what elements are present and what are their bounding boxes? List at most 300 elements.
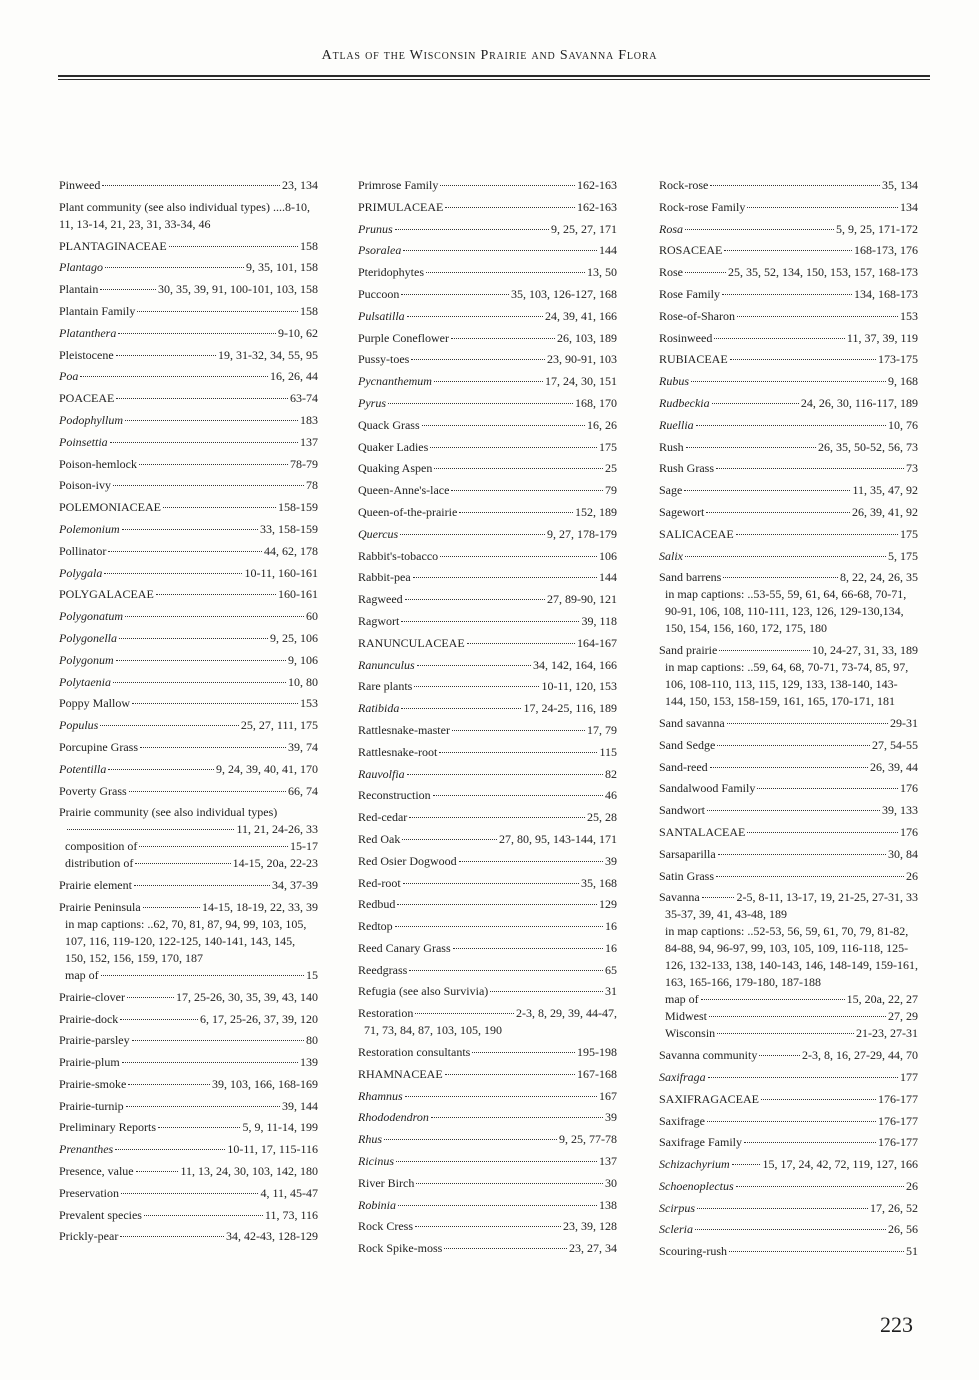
entry-term: Polemonium — [59, 521, 120, 536]
entry-term: Ragweed — [358, 592, 403, 607]
entry-line — [358, 591, 617, 608]
entry-pages: 106 — [599, 548, 617, 563]
leader-dots — [158, 1125, 240, 1128]
index-entry — [358, 548, 617, 565]
leader-dots — [440, 554, 597, 557]
entry-pages: 29-31 — [890, 715, 918, 730]
entry-line — [59, 565, 318, 582]
index-entry — [358, 1175, 617, 1192]
leader-dots — [445, 1072, 575, 1075]
leader-dots — [445, 205, 575, 208]
leader-dots — [407, 772, 603, 775]
entry-pages: 16, 26 — [587, 417, 617, 432]
entry-term: Ratibida — [358, 701, 400, 716]
entry-pages: 176 — [900, 781, 918, 796]
entry-line — [59, 899, 318, 916]
entry-term: Pteridophytes — [358, 265, 424, 280]
leader-dots — [388, 401, 573, 404]
leader-dots — [467, 641, 575, 644]
entry-pages: 4, 11, 45-47 — [260, 1185, 318, 1200]
entry-text: in map captions: ..52-53, 56, 59, 61, 70, 79, 81-82, 84-88, 94, 96-97, 99, 103, 105, 109, 116-118, 125-126, 132-133, 138, 140-143, 146, 148-149, 159-161, 163, 165-166, 179-180, 187-188 — [665, 924, 918, 990]
entry-pages: 33, 158-159 — [260, 521, 318, 536]
leader-dots — [710, 183, 880, 186]
leader-dots — [113, 680, 286, 683]
index-entry — [659, 1069, 918, 1086]
entry-text: 71, 73, 84, 87, 103, 105, 190 — [364, 1023, 502, 1038]
leader-dots — [136, 1169, 179, 1172]
leader-dots — [459, 859, 603, 862]
entry-line — [59, 761, 318, 778]
entry-line — [659, 242, 918, 259]
entry-term: Psoralea — [358, 243, 402, 258]
entry-pages: 21-23, 27-31 — [856, 1026, 918, 1041]
entry-line — [59, 1141, 318, 1158]
leader-dots — [401, 706, 521, 709]
entry-pages: 14-15, 20a, 22-23 — [232, 856, 318, 871]
entry-pages: 144 — [599, 243, 617, 258]
index-entry — [659, 868, 918, 885]
entry-pages: 17, 24-25, 116, 189 — [523, 701, 617, 716]
index-entry — [59, 177, 318, 194]
entry-line — [358, 657, 617, 674]
leader-dots — [115, 1147, 225, 1150]
leader-dots — [119, 636, 268, 639]
index-entry — [659, 759, 918, 776]
entry-line — [358, 678, 617, 695]
entry-line — [358, 831, 617, 848]
entry-line — [358, 918, 617, 935]
header-rule-thick — [58, 75, 930, 77]
entry-term: Reed Canary Grass — [358, 940, 451, 955]
index-entry — [358, 962, 617, 979]
leader-dots — [709, 1014, 886, 1017]
leader-dots — [108, 549, 262, 552]
entry-term: Pyrus — [358, 395, 386, 410]
entry-line — [358, 766, 617, 783]
entry-line — [59, 1185, 318, 1202]
index-entry — [358, 395, 617, 412]
index-entry — [358, 787, 617, 804]
index-entry — [358, 722, 617, 739]
entry-term: Refugia (see also Survivia) — [358, 984, 489, 999]
entry-line — [59, 989, 318, 1006]
leader-dots — [403, 881, 579, 884]
entry-line — [659, 569, 918, 586]
entry-term: Schizachyrium — [659, 1157, 730, 1172]
entry-term: Red Osier Dogwood — [358, 853, 457, 868]
entry-term: POLEMONIACEAE — [59, 500, 161, 515]
leader-dots — [685, 554, 886, 557]
leader-dots — [102, 183, 280, 186]
entry-pages: 26 — [906, 868, 918, 883]
entry-term: Pollinator — [59, 543, 107, 558]
entry-text: in map captions: ..59, 64, 68, 70-71, 73-74, 85, 97, 106, 108-110, 113, 115, 129, 133, 138-140, 143-144, 150, 153, 158-159, 161, 165, 170-171, 181 — [665, 660, 909, 709]
entry-pages: 2-3, 8, 29, 39, 44-47, — [516, 1006, 617, 1021]
entry-line — [659, 482, 918, 499]
entry-term: Poppy Mallow — [59, 696, 131, 711]
entry-pages: 137 — [300, 434, 318, 449]
entry-line — [59, 347, 318, 364]
entry-line — [358, 1109, 617, 1126]
entry-pages: 26 — [906, 1178, 918, 1193]
leader-dots — [685, 270, 726, 273]
index-entry — [59, 368, 318, 385]
entry-term: Rattlesnake-master — [358, 722, 450, 737]
entry-pages: 17, 79 — [587, 722, 617, 737]
entry-line — [358, 330, 617, 347]
entry-term: Rattlesnake-root — [358, 744, 438, 759]
leader-dots — [120, 1017, 198, 1020]
index-entry — [659, 242, 918, 259]
entry-term: Reedgrass — [358, 962, 408, 977]
index-entry — [59, 499, 318, 516]
leader-dots — [761, 1097, 876, 1100]
leader-dots — [397, 902, 597, 905]
entry-line — [659, 548, 918, 565]
entry-pages: 17, 24, 30, 151 — [545, 374, 617, 389]
index-entry — [358, 809, 617, 826]
entry-term: Purple Coneflower — [358, 330, 449, 345]
index-entry — [659, 373, 918, 390]
index-entry — [659, 351, 918, 368]
entry-pages: 34, 142, 164, 166 — [533, 657, 617, 672]
entry-term: Sarsaparilla — [659, 846, 716, 861]
entry-pages: 137 — [599, 1154, 617, 1169]
leader-dots — [729, 1249, 904, 1252]
entry-pages: 139 — [300, 1055, 318, 1070]
entry-term: Rock Spike-moss — [358, 1241, 443, 1256]
entry-pages: 35, 168 — [581, 875, 617, 890]
leader-dots — [433, 793, 603, 796]
entry-text: 35-37, 39, 41, 43-48, 189 — [665, 907, 787, 922]
entry-term: Pulsatilla — [358, 308, 405, 323]
index-entry — [659, 1243, 918, 1260]
leader-dots — [696, 423, 886, 426]
index-entry — [59, 1207, 318, 1224]
entry-term: Sand barrens — [659, 570, 722, 585]
entry-line — [59, 1207, 318, 1224]
index-entry — [59, 739, 318, 756]
index-entry — [659, 1134, 918, 1151]
index-entry — [659, 715, 918, 732]
entry-line — [659, 504, 918, 521]
index-entry — [358, 1066, 617, 1083]
entry-line — [59, 1032, 318, 1049]
leader-dots — [716, 874, 904, 877]
entry-term: PRIMULACEAE — [358, 199, 444, 214]
entry-line — [59, 390, 318, 407]
leader-dots — [737, 314, 898, 317]
entry-line — [659, 308, 918, 325]
leader-dots — [730, 357, 876, 360]
entry-line — [59, 303, 318, 320]
entry-subline — [59, 967, 318, 984]
entry-pages: 23, 90-91, 103 — [547, 352, 617, 367]
entry-term: Red-cedar — [358, 810, 408, 825]
entry-term: Polygonella — [59, 630, 117, 645]
entry-pages: 11, 13, 24, 30, 103, 142, 180 — [180, 1164, 318, 1179]
entry-text: Prairie community (see also individual types) — [59, 805, 278, 820]
index-entry — [358, 700, 617, 717]
entry-pages: 15, 20a, 22, 27 — [846, 992, 918, 1007]
entry-term: Salix — [659, 548, 683, 563]
entry-term: Rabbit-pea — [358, 570, 411, 585]
index-column-3 — [659, 177, 918, 1265]
leader-dots — [104, 571, 242, 574]
leader-dots — [451, 336, 555, 339]
entry-term: Polygala — [59, 565, 103, 580]
leader-dots — [724, 248, 852, 251]
index-entry — [659, 286, 918, 303]
entry-line — [358, 1005, 617, 1022]
entry-pages: 27, 89-90, 121 — [547, 592, 617, 607]
leader-dots — [414, 684, 539, 687]
entry-term: Rhamnus — [358, 1088, 403, 1103]
entry-pages: 25, 35, 52, 134, 150, 153, 157, 168-173 — [728, 265, 918, 280]
leader-dots — [139, 844, 288, 847]
entry-term: Podophyllum — [59, 412, 123, 427]
leader-dots — [426, 270, 585, 273]
entry-pages: 10, 80 — [288, 674, 318, 689]
index-entry — [59, 674, 318, 691]
entry-line — [358, 460, 617, 477]
entry-line — [358, 395, 617, 412]
entry-pages: 39, 118 — [581, 613, 617, 628]
entry-subline — [659, 1008, 918, 1025]
entry-pages: 9, 25, 106 — [270, 630, 318, 645]
entry-pages: 39, 144 — [282, 1098, 318, 1113]
entry-line — [358, 439, 617, 456]
entry-term: Populus — [59, 718, 99, 733]
entry-pages: 80 — [306, 1033, 318, 1048]
entry-pages: 17, 26, 52 — [870, 1200, 918, 1215]
entry-line — [358, 1131, 617, 1148]
entry-pages: 39 — [605, 853, 617, 868]
entry-pages: 78-79 — [290, 456, 318, 471]
index-entry — [59, 761, 318, 778]
entry-pages: 10, 24-27, 31, 33, 189 — [812, 643, 918, 658]
index-entry — [358, 831, 617, 848]
entry-term: Preliminary Reports — [59, 1120, 156, 1135]
leader-dots — [707, 1119, 876, 1122]
entry-line — [59, 368, 318, 385]
entry-term: Quack Grass — [358, 417, 420, 432]
entry-term: Prunus — [358, 221, 393, 236]
entry-term: Rock Cress — [358, 1219, 413, 1234]
entry-term: POACEAE — [59, 391, 115, 406]
entry-pages: 30, 84 — [888, 846, 918, 861]
index-entry — [59, 456, 318, 473]
entry-term: Rauvolfia — [358, 766, 405, 781]
index-column-1 — [59, 177, 318, 1250]
entry-pages: 6, 17, 25-26, 37, 39, 120 — [200, 1011, 318, 1026]
leader-dots — [80, 374, 268, 377]
entry-line — [659, 802, 918, 819]
entry-line — [59, 1054, 318, 1071]
index-entry — [358, 1088, 617, 1105]
leader-dots — [116, 658, 286, 661]
index-entry — [59, 877, 318, 894]
entry-term: RUBIACEAE — [659, 352, 728, 367]
index-entry — [358, 1218, 617, 1235]
entry-term: SAXIFRAGACEAE — [659, 1091, 760, 1106]
index-entry — [59, 303, 318, 320]
index-entry — [358, 308, 617, 325]
index-entry — [358, 1005, 617, 1039]
index-entry — [659, 1178, 918, 1195]
entry-pages: 78 — [306, 478, 318, 493]
entry-line — [59, 739, 318, 756]
index-entry — [59, 1228, 318, 1245]
entry-line — [659, 221, 918, 238]
entry-pages: 34, 37-39 — [272, 878, 318, 893]
entry-line — [59, 877, 318, 894]
leader-dots — [129, 789, 286, 792]
entry-line — [358, 700, 617, 717]
index-entry — [358, 1131, 617, 1148]
entry-pages: 35, 134 — [882, 178, 918, 192]
leader-dots — [127, 995, 174, 998]
entry-line — [659, 1243, 918, 1260]
leader-dots — [434, 379, 543, 382]
index-entry — [59, 630, 318, 647]
entry-line — [59, 499, 318, 516]
entry-term: Restoration — [358, 1006, 414, 1021]
leader-dots — [706, 510, 850, 513]
index-entry — [659, 846, 918, 863]
entry-term: Pycnanthemum — [358, 374, 432, 389]
leader-dots — [430, 445, 597, 448]
index-entry — [358, 657, 617, 674]
entry-term: Reconstruction — [358, 788, 431, 803]
leader-dots — [395, 924, 603, 927]
index-entry — [59, 543, 318, 560]
leader-dots — [156, 592, 276, 595]
index-entry — [59, 281, 318, 298]
leader-dots — [684, 488, 850, 491]
index-entry — [59, 1185, 318, 1202]
entry-term: Prairie-parsley — [59, 1033, 130, 1048]
entry-line — [59, 238, 318, 255]
entry-line — [659, 264, 918, 281]
entry-pages: 9, 27, 178-179 — [547, 526, 617, 541]
entry-pages: 25, 28 — [587, 810, 617, 825]
entry-line — [59, 674, 318, 691]
leader-dots — [691, 379, 886, 382]
index-entry — [358, 1044, 617, 1061]
leader-dots — [169, 244, 298, 247]
leader-dots — [139, 462, 288, 465]
leader-dots — [122, 1060, 298, 1063]
index-entry — [358, 351, 617, 368]
entry-line — [659, 199, 918, 216]
index-entry — [358, 896, 617, 913]
index-entry — [659, 1091, 918, 1108]
entry-pages: 51 — [906, 1244, 918, 1259]
entry-pages: 30, 35, 39, 91, 100-101, 103, 158 — [158, 282, 318, 297]
entry-term: Prairie-turnip — [59, 1098, 124, 1113]
entry-pages: 158 — [300, 303, 318, 318]
leader-dots — [402, 837, 497, 840]
entry-line — [659, 1156, 918, 1173]
entry-line — [659, 1113, 918, 1130]
entry-line — [358, 875, 617, 892]
entry-line — [358, 744, 617, 761]
entry-pages: 39, 103, 166, 168-169 — [212, 1076, 318, 1091]
leader-dots — [472, 1050, 575, 1053]
index-entry — [358, 940, 617, 957]
leader-dots — [710, 765, 868, 768]
entry-pages: 10-11, 160-161 — [244, 565, 318, 580]
entry-pages: 11, 73, 116 — [264, 1207, 318, 1222]
leader-dots — [125, 418, 298, 421]
leader-dots — [702, 895, 735, 898]
index-entry — [358, 373, 617, 390]
entry-pages: 164-167 — [577, 635, 617, 650]
entry-pages: 25 — [605, 461, 617, 476]
leader-dots — [100, 723, 239, 726]
entry-pages: 176-177 — [878, 1135, 918, 1150]
entry-term: Rosa — [659, 221, 683, 236]
index-entry — [358, 199, 617, 216]
entry-pages: 79 — [605, 483, 617, 498]
leader-dots — [134, 883, 270, 886]
entry-pages: 134, 168-173 — [854, 286, 918, 301]
entry-pages: 60 — [306, 609, 318, 624]
index-entry — [659, 482, 918, 499]
entry-pages: 129 — [599, 897, 617, 912]
entry-term: Plantain Family — [59, 303, 136, 318]
leader-dots — [118, 331, 276, 334]
entry-term: Scirpus — [659, 1200, 695, 1215]
entry-pages: 34, 42-43, 128-129 — [226, 1229, 318, 1244]
entry-pages: 176 — [900, 824, 918, 839]
index-entry — [59, 989, 318, 1006]
entry-line — [358, 1044, 617, 1061]
entry-pages: 5, 9, 25, 171-172 — [836, 221, 918, 236]
index-entry — [659, 780, 918, 797]
entry-term: Robinia — [358, 1197, 396, 1212]
entry-line — [59, 1076, 318, 1093]
index-entry — [659, 1221, 918, 1238]
entry-term: Polytaenia — [59, 674, 111, 689]
entry-line — [659, 846, 918, 863]
entry-pages: 82 — [605, 766, 617, 781]
index-entry — [659, 1047, 918, 1064]
index-entry — [659, 395, 918, 412]
leader-dots — [732, 1162, 761, 1165]
entry-line — [358, 853, 617, 870]
entry-term: Ricinus — [358, 1154, 394, 1169]
index-column-2 — [358, 177, 617, 1262]
entry-line — [358, 940, 617, 957]
leader-dots — [744, 1140, 876, 1143]
entry-line — [659, 1200, 918, 1217]
entry-line — [358, 1218, 617, 1235]
entry-pages: 9-10, 62 — [278, 325, 318, 340]
entry-line — [659, 373, 918, 390]
entry-term: Scouring-rush — [659, 1244, 727, 1259]
entry-pages: 17, 25-26, 30, 35, 39, 43, 140 — [176, 989, 318, 1004]
leader-dots — [697, 1206, 868, 1209]
entry-pages: 9, 168 — [888, 374, 918, 389]
leader-dots — [101, 973, 304, 976]
entry-line — [358, 373, 617, 390]
entry-text: in map captions: ..53-55, 59, 61, 64, 66-68, 70-71, 90-91, 106, 108, 110-111, 123, 126, 129-130,134, 150, 154, 156, 160, 172, 175, 180 — [665, 587, 907, 636]
entry-term: Rose Family — [659, 286, 721, 301]
entry-pages: 65 — [605, 962, 617, 977]
entry-line — [659, 439, 918, 456]
